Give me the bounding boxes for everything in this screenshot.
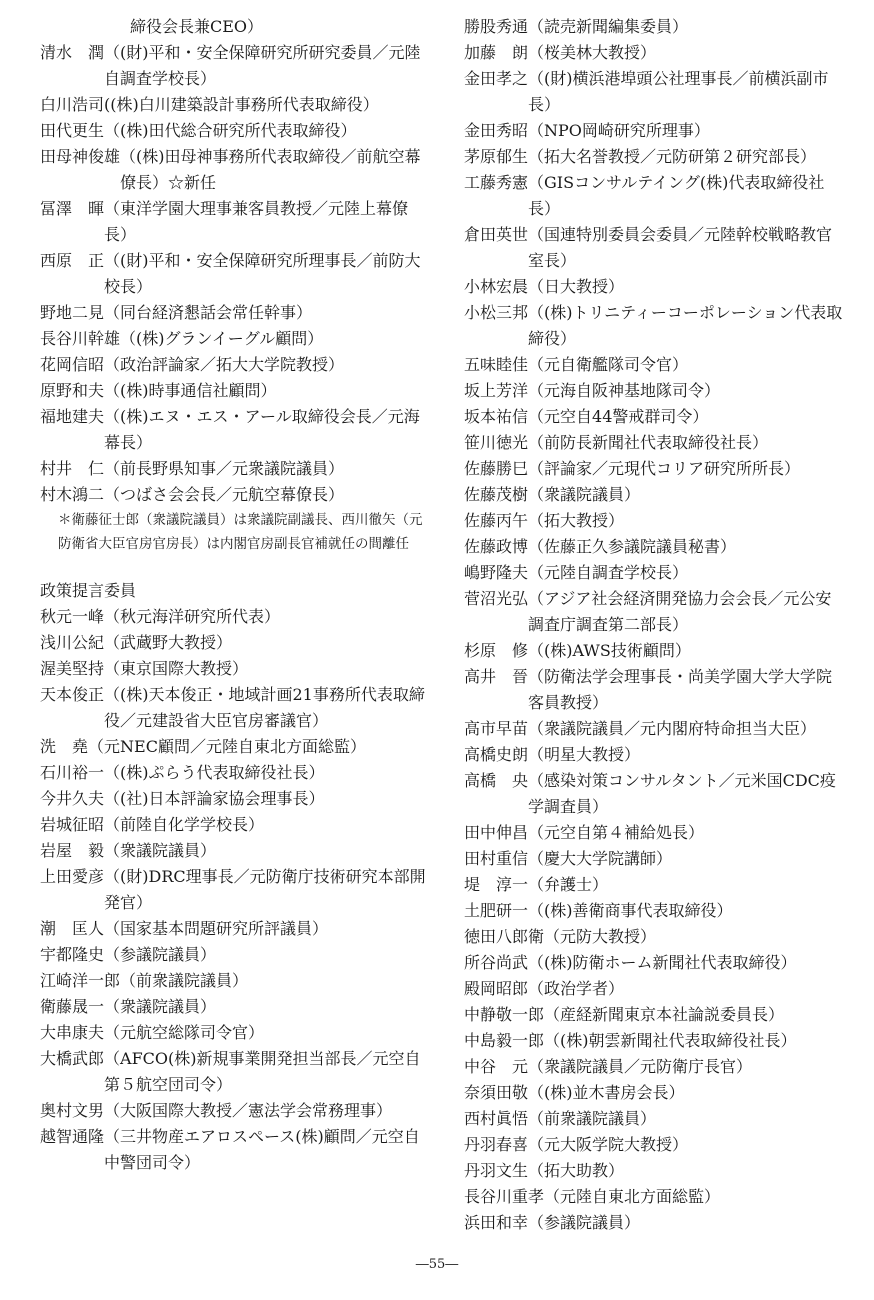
member-list [40,40,432,508]
member-affiliation: （同台経済懇話会常任幹事） [104,303,313,322]
member-affiliation: （(財)横浜港埠頭公社理事長／前横浜副市長） [528,69,829,114]
member-affiliation: （産経新聞東京本社論説委員長） [544,1005,785,1024]
member-name: 徳田八郎衛 [464,927,545,946]
member-affiliation: （(株)朝雲新聞社代表取締役社長） [544,1031,797,1050]
member-affiliation: （前長野県知事／元衆議院議員） [104,459,345,478]
member-entry [40,1124,432,1176]
member-entry [464,1106,844,1132]
member-entry [464,820,844,846]
member-affiliation: （前陸自化学学校長） [104,815,265,834]
member-entry [464,716,844,742]
member-affiliation: （東京国際大教授） [104,659,249,678]
member-entry [40,994,432,1020]
member-name: 堤 淳一 [464,875,529,894]
member-name: 岩城征昭 [40,815,105,834]
member-entry [464,352,844,378]
left-column [40,14,432,1176]
member-name: 江崎洋一郎 [40,971,121,990]
member-name: 田代更生 [40,121,105,140]
member-name: 奥村文男 [40,1101,105,1120]
member-name: 冨澤 暉 [40,199,105,218]
member-list [40,604,432,1176]
member-name: 笹川徳光 [464,433,529,452]
member-name: 小松三邦 [464,303,529,322]
member-name: 原野和夫 [40,381,105,400]
member-affiliation: （元空自44警戒群司令） [528,407,709,426]
member-name: 杉原 修 [464,641,529,660]
member-entry [464,950,844,976]
member-affiliation: （政治学者） [528,979,625,998]
member-entry [464,66,844,118]
member-entry [464,300,844,352]
member-affiliation: （(財)平和・安全保障研究所研究委員／元陸自調査学校長） [104,43,421,88]
member-entry [464,274,844,300]
member-entry [40,196,432,248]
member-name: 岩屋 毅 [40,841,105,860]
member-name: 高市早苗 [464,719,529,738]
member-name: 丹羽文生 [464,1161,529,1180]
member-entry [40,144,432,196]
member-name: 白川浩司 [40,95,105,114]
member-affiliation: （元大阪学院大教授） [528,1135,689,1154]
member-affiliation: （防衛法学会理事長・尚美学園大学大学院客員教授） [528,667,833,712]
member-name: 洗 堯 [40,737,89,756]
member-affiliation: （(株)善衛商事代表取締役） [528,901,733,920]
member-name: 土肥研一 [464,901,529,920]
member-entry [464,118,844,144]
member-entry [40,326,432,352]
member-entry [464,1132,844,1158]
member-affiliation: （佐藤正久参議院議員秘書） [528,537,737,556]
member-affiliation: （元海自阪神基地隊司令） [528,381,721,400]
member-entry [464,14,844,40]
member-affiliation: （(株)田代総合研究所代表取締役） [104,121,357,140]
member-name: 坂本祐信 [464,407,529,426]
member-entry [464,1184,844,1210]
member-name: 清水 潤 [40,43,105,62]
member-name: 佐藤丙午 [464,511,529,530]
member-entry [464,404,844,430]
member-entry [464,508,844,534]
member-affiliation: （参議院議員） [104,945,217,964]
member-name: 浅川公紀 [40,633,105,652]
member-name: 小林宏晨 [464,277,529,296]
member-affiliation: （元NEC顧問／元陸自東北方面総監） [88,737,366,756]
member-affiliation: （(株)時事通信社顧問） [104,381,277,400]
member-name: 田村重信 [464,849,529,868]
member-affiliation: （拓大名誉教授／元防研第２研究部長） [528,147,817,166]
member-entry [464,924,844,950]
member-entry [464,638,844,664]
member-entry [40,378,432,404]
section-heading: 政策提言委員 [40,581,137,600]
member-entry [40,812,432,838]
member-affiliation: （国連特別委員会委員／元陸幹校戦略教官室長） [528,225,833,270]
member-entry [40,300,432,326]
member-affiliation: （つばさ会会長／元航空幕僚長） [104,485,345,504]
member-name: 村木鴻二 [40,485,105,504]
member-affiliation: （衆議院議員／元防衛庁長官） [528,1057,753,1076]
member-affiliation: （元空自第４補給処長） [528,823,705,842]
member-entry [40,864,432,916]
member-name: 金田孝之 [464,69,529,88]
member-entry [40,682,432,734]
member-entry [40,786,432,812]
member-entry [40,760,432,786]
member-affiliation: （(株)トリニティーコーポレーション代表取締役） [528,303,843,348]
member-name: 高橋 央 [464,771,529,790]
member-name: 秋元一峰 [40,607,105,626]
member-name: 勝股秀通 [464,17,529,36]
member-entry [464,430,844,456]
member-entry [464,560,844,586]
member-name: 丹羽春喜 [464,1135,529,1154]
member-affiliation: （衆議院議員） [104,997,217,1016]
member-name: 大串康夫 [40,1023,105,1042]
member-affiliation: （弁護士） [528,875,609,894]
member-affiliation: （衆議院議員） [104,841,217,860]
member-name: 殿岡昭郎 [464,979,529,998]
member-name: 田母神俊雄 [40,147,121,166]
member-entry [464,378,844,404]
member-entry [40,1098,432,1124]
member-name: 坂上芳洋 [464,381,529,400]
member-entry [40,838,432,864]
member-entry [464,1158,844,1184]
member-affiliation: （元防大教授） [544,927,657,946]
member-entry [40,404,432,456]
member-name: 石川裕一 [40,763,105,782]
member-affiliation: （GISコンサルテイング(株)代表取締役社長） [528,173,825,218]
member-name: 嶋野隆夫 [464,563,529,582]
member-affiliation: （読売新聞編集委員） [528,17,689,36]
member-affiliation: （国家基本問題研究所評議員） [104,919,329,938]
member-affiliation: （参議院議員） [528,1213,641,1232]
member-affiliation: （NPO岡崎研究所理事） [528,121,710,140]
member-list [464,14,844,1236]
member-entry [40,968,432,994]
member-name: 奈須田敬 [464,1083,529,1102]
member-name: 田中伸昌 [464,823,529,842]
member-entry [464,456,844,482]
member-affiliation: （政治評論家／拓大大学院教授） [104,355,345,374]
member-affiliation: （感染対策コンサルタント／元米国CDC疫学調査員） [528,771,836,816]
member-affiliation: （慶大大学院講師） [528,849,673,868]
page-number: ―55― [415,1257,459,1272]
member-entry [464,872,844,898]
member-entry [40,656,432,682]
member-name: 中静敬一郎 [464,1005,545,1024]
right-column [464,14,844,1236]
member-affiliation: （秋元海洋研究所代表） [104,607,281,626]
member-name: 長谷川重孝 [464,1187,545,1206]
member-name: 加藤 朗 [464,43,529,62]
member-name: 花岡信昭 [40,355,105,374]
member-name: 高井 晉 [464,667,529,686]
member-affiliation: （(株)AWS技術顧問） [528,641,691,660]
member-entry [464,846,844,872]
member-name: 潮 匡人 [40,919,105,938]
member-name: 佐藤茂樹 [464,485,529,504]
member-entry [464,976,844,1002]
member-affiliation: （元陸自東北方面総監） [544,1187,721,1206]
member-name: 倉田英世 [464,225,529,244]
member-name: 五味睦佳 [464,355,529,374]
member-entry [464,664,844,716]
member-name: 西原 正 [40,251,105,270]
member-name: 衛藤晟一 [40,997,105,1016]
member-name: 長谷川幹雄 [40,329,121,348]
member-name: 福地建夫 [40,407,105,426]
member-affiliation: （東洋学園大理事兼客員教授／元陸上幕僚長） [104,199,409,244]
member-affiliation: （(株)田母神事務所代表取締役／前航空幕僚長）☆新任 [120,147,421,192]
member-entry [40,456,432,482]
member-entry [464,482,844,508]
member-affiliation: （明星大教授） [528,745,641,764]
member-affiliation: （桜美林大教授） [528,43,657,62]
member-name: 茅原郁生 [464,147,529,166]
member-affiliation: （(株)ぷらう代表取締役社長） [104,763,325,782]
member-entry [40,916,432,942]
member-affiliation: （前衆議院議員） [528,1109,657,1128]
member-affiliation: （前衆議院議員） [120,971,249,990]
member-affiliation: （アジア社会経済開発協力会会長／元公安調査庁調査第二部長） [528,589,832,634]
member-name: 上田愛彦 [40,867,105,886]
member-entry [40,942,432,968]
member-entry [464,144,844,170]
member-affiliation: （(財)平和・安全保障研究所理事長／前防大校長） [104,251,421,296]
member-name: 佐藤勝巳 [464,459,529,478]
member-affiliation: （衆議院議員） [528,485,641,504]
member-affiliation: （(財)DRC理事長／元防衛庁技術研究本部開発官） [104,867,426,912]
member-entry [464,1028,844,1054]
member-affiliation: （元自衛艦隊司令官） [528,355,689,374]
member-entry [464,1080,844,1106]
member-affiliation: （(株)並木書房会長） [528,1083,685,1102]
member-entry [464,742,844,768]
member-affiliation: （衆議院議員／元内閣府特命担当大臣） [528,719,817,738]
member-name: 村井 仁 [40,459,105,478]
member-entry [40,1020,432,1046]
member-entry [464,768,844,820]
member-entry [464,1210,844,1236]
member-affiliation: （評論家／元現代コリア研究所所長） [528,459,801,478]
member-affiliation: （(株)防衛ホーム新聞社代表取締役） [528,953,797,972]
member-affiliation: （元陸自調査学校長） [528,563,689,582]
member-entry [40,40,432,92]
member-name: 工藤秀憲 [464,173,529,192]
member-entry [464,170,844,222]
member-name: 今井久夫 [40,789,105,808]
member-entry [464,222,844,274]
member-name: 大橋武郎 [40,1049,105,1068]
member-name: 天本俊正 [40,685,105,704]
member-entry [40,1046,432,1098]
member-name: 金田秀昭 [464,121,529,140]
member-entry [464,534,844,560]
member-entry [464,586,844,638]
member-name: 所谷尚武 [464,953,529,972]
footnote: ＊衛藤征士郎（衆議院議員）は衆議院副議長、西川徹矢（元防衛省大臣官房官房長）は内閣官房副長官補就任の間離任 [58,512,423,552]
member-affiliation: （武蔵野大教授） [104,633,233,652]
member-entry [40,92,432,118]
member-affiliation: （前防長新聞社代表取締役社長） [528,433,769,452]
member-entry [40,734,432,760]
member-entry [464,1054,844,1080]
member-name: 越智通隆 [40,1127,105,1146]
member-name: 西村眞悟 [464,1109,529,1128]
member-affiliation: （(株)エヌ・エス・アール取締役会長／元海幕長） [104,407,420,452]
member-name: 高橋史朗 [464,745,529,764]
member-entry [464,1002,844,1028]
member-affiliation: （元航空総隊司令官） [104,1023,265,1042]
member-name: 浜田和幸 [464,1213,529,1232]
member-affiliation: （(株)天本俊正・地域計画21事務所代表取締役／元建設省大臣官房審議官） [104,685,425,730]
member-name: 野地二見 [40,303,105,322]
member-name: 佐藤政博 [464,537,529,556]
member-entry [464,898,844,924]
member-name: 中島毅一郎 [464,1031,545,1050]
member-name: 渥美堅持 [40,659,105,678]
continued-line: 締役会長兼CEO） [130,17,264,36]
member-entry [40,482,432,508]
member-affiliation: （三井物産エアロスペース(株)顧問／元空自中警団司令） [104,1127,420,1172]
member-entry [464,40,844,66]
member-affiliation: （大阪国際大教授／憲法学会常務理事） [104,1101,393,1120]
member-entry [40,118,432,144]
member-affiliation: （日大教授） [528,277,625,296]
member-affiliation: （拓大教授） [528,511,625,530]
member-name: 中谷 元 [464,1057,529,1076]
member-entry [40,604,432,630]
member-entry [40,630,432,656]
member-affiliation: （(株)グランイーグル顧問） [120,329,324,348]
member-affiliation: ((株)白川建築設計事務所代表取締役） [104,95,379,114]
member-name: 宇都隆史 [40,945,105,964]
member-affiliation: （AFCO(株)新規事業開発担当部長／元空自第５航空団司令） [104,1049,421,1094]
member-name: 菅沼光弘 [464,589,529,608]
member-entry [40,248,432,300]
member-entry [40,352,432,378]
member-affiliation: （拓大助教） [528,1161,625,1180]
member-affiliation: （(社)日本評論家協会理事長） [104,789,325,808]
